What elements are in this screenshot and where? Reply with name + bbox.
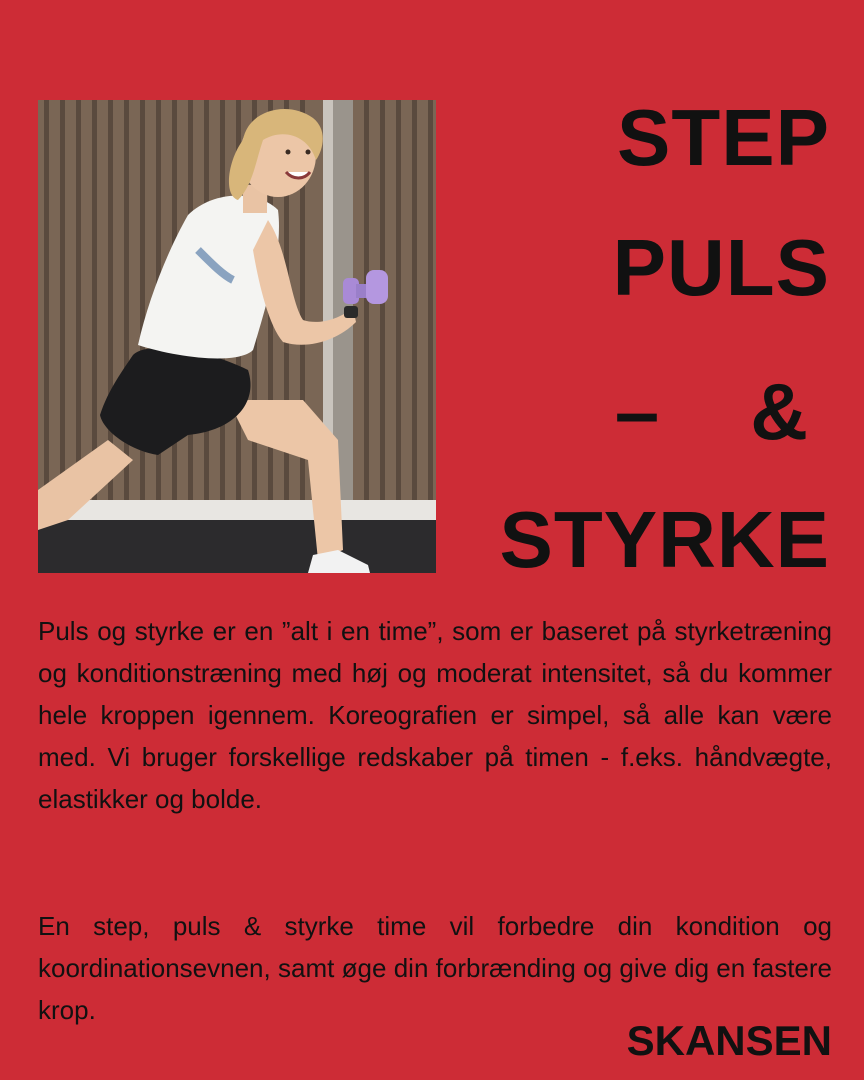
- title-line-step: STEP: [617, 93, 830, 182]
- description-paragraph-2: En step, puls & styrke time vil forbedre din kondition og koordinationsevnen, samt øge din forbrænding og give dig en fastere krop.: [38, 911, 832, 1025]
- photo-woman-lunge-dumbbell: [38, 100, 436, 573]
- title-line-puls: PULS: [612, 223, 830, 312]
- title-line-dash-amp: [614, 367, 809, 456]
- title-ampersand: &: [750, 367, 809, 456]
- brand-logo-text: SKANSEN: [626, 1017, 832, 1064]
- description-paragraph-1: Puls og styrke er en ”alt i en time”, som er baseret på styrketræning og konditionstræning med høj og moderat intensitet, så du kommer hele kroppen igennem. Koreografien er simpel, så alle kan være med. Vi bruger forskellige redskaber på timen - f.eks. håndvægte, elastikker og bolde.: [38, 616, 832, 814]
- title-line-styrke: STYRKE: [499, 495, 830, 584]
- title-dash: –: [614, 367, 661, 456]
